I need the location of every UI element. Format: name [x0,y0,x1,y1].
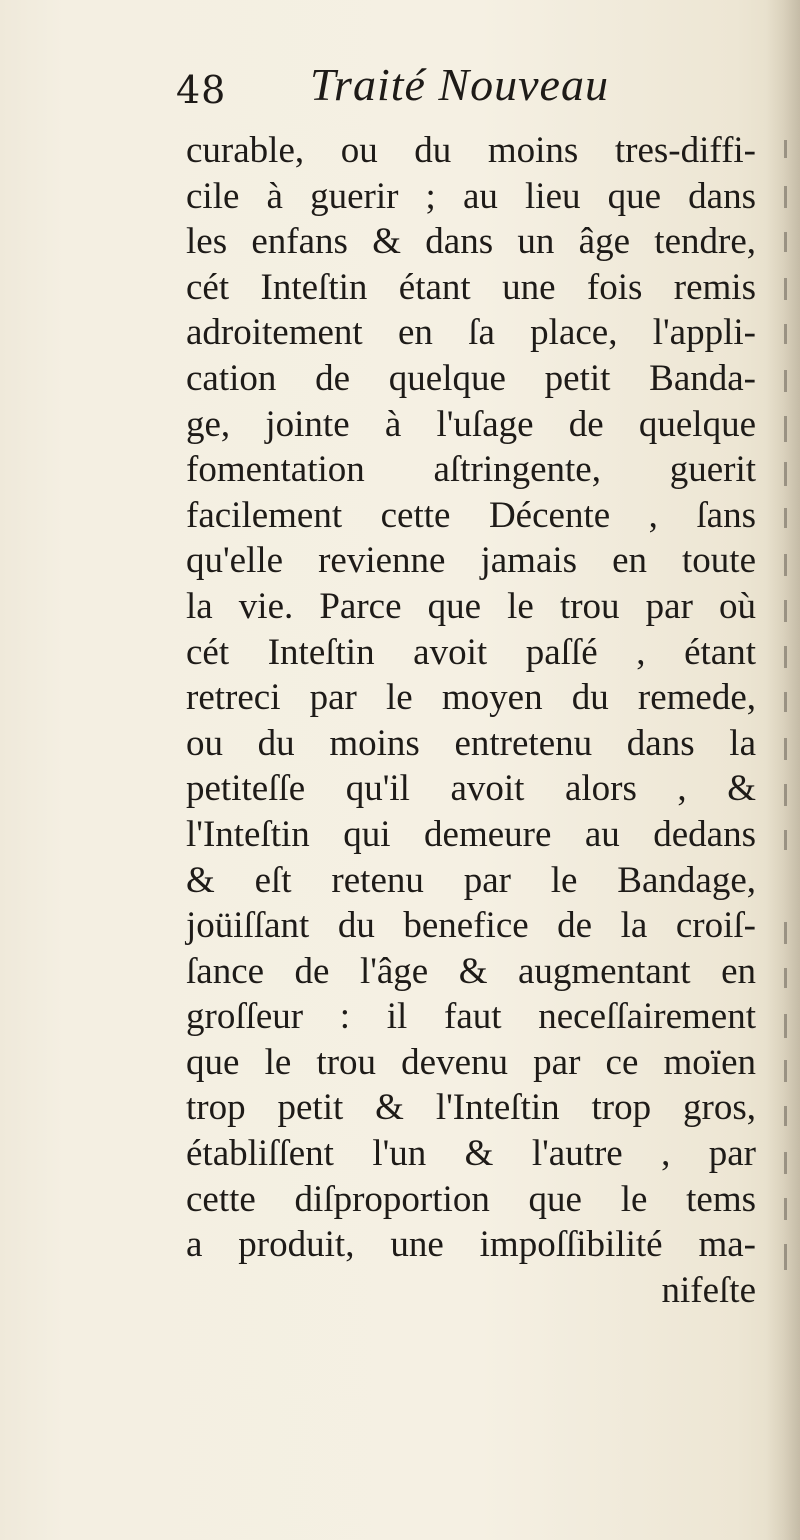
text-line: cét Inteſtin étant une fois remis [186,266,756,308]
text-line: curable, ou du moins tres-diffi- [186,130,756,171]
text-line: retreci par le moyen du remede, [186,677,756,719]
text-line: ſance de l'âge & augmentant en [186,950,756,992]
text-line: cation de quelque petit Banda- [186,357,756,399]
page-number: 48 [176,68,227,112]
text-line: les enfans & dans un âge tendre, [186,221,756,263]
text-line: la vie. Parce que le trou par où [186,585,756,627]
text-line: qu'elle revienne jamais en toute [186,540,756,582]
text-line: petiteſſe qu'il avoit alors , & [186,768,756,810]
text-line: cile à guerir ; au lieu que dans [186,175,756,217]
text-line: a produit, une impoſſibilité ma- [186,1224,756,1266]
text-line: joüiſſant du benefice de la croiſ- [186,905,756,947]
page-header [176,58,736,122]
text-line: que le trou devenu par ce moïen [186,1041,756,1083]
text-line: facilement cette Décente , ſans [186,494,756,536]
text-line: adroitement en ſa place, l'appli- [186,312,756,354]
text-line: cette diſproportion que le tems [186,1178,756,1220]
text-line: trop petit & l'Inteſtin trop gros, [186,1087,756,1129]
text-line: & eſt retenu par le Bandage, [186,859,756,901]
text-line: ou du moins entretenu dans la [186,722,756,764]
bleed-through-marks [780,140,796,1270]
text-line: l'Inteſtin qui demeure au dedans [186,813,756,855]
running-title: Traité Nouveau [310,59,609,110]
text-line: ge, jointe à l'uſage de quelque [186,403,756,445]
text-line: fomentation aſtringente, guerit [186,449,756,491]
text-line: groſſeur : il faut neceſſairement [186,996,756,1038]
text-line: établiſſent l'un & l'autre , par [186,1133,756,1175]
body-text [186,128,756,1313]
catchword: nifeſte [661,1269,756,1311]
text-line: cét Inteſtin avoit paſſé , étant [186,631,756,673]
